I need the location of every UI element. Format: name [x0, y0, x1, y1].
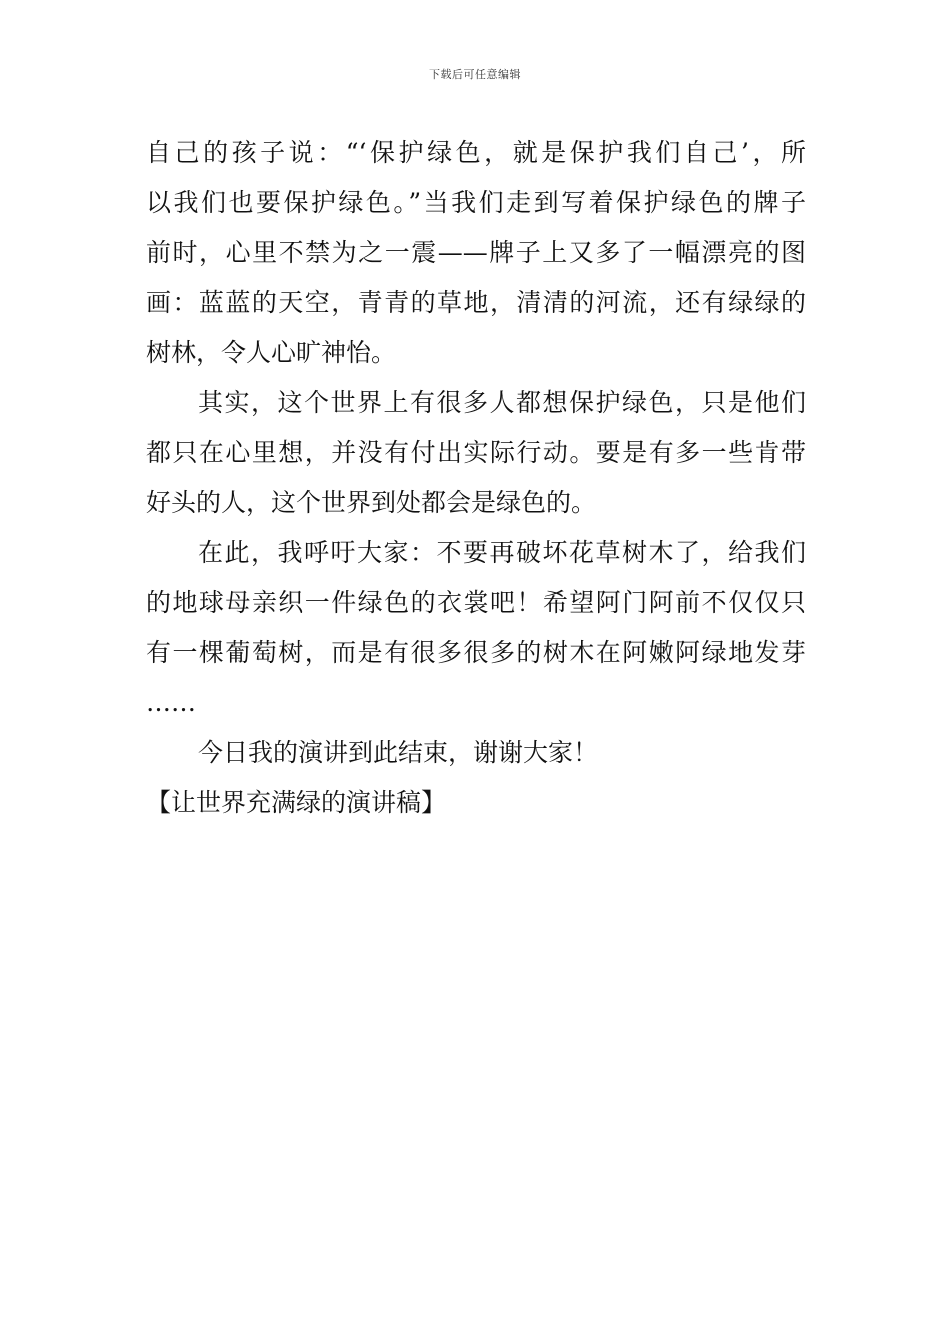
- paragraph-line: 树林，令人心旷神怡。: [146, 338, 397, 367]
- paragraph-2: [146, 378, 806, 528]
- paragraph-3: [146, 528, 806, 728]
- paragraph-line: 今日我的演讲到此结束，谢谢大家！: [198, 738, 599, 767]
- paragraph-4: [146, 728, 806, 778]
- paragraph-line: 画：蓝蓝的天空，青青的草地，清清的河流，还有绿绿的: [146, 288, 806, 317]
- paragraph-line: 其实，这个世界上有很多人都想保护绿色，只是他们: [198, 388, 806, 417]
- paragraph-line: 前时，心里不禁为之一震——牌子上又多了一幅漂亮的图: [146, 238, 806, 267]
- document-title-tag: 【让世界充满绿的演讲稿】: [146, 788, 447, 817]
- paragraph-line: 好头的人，这个世界到处都会是绿色的。: [146, 488, 597, 517]
- paragraph-line: 在此，我呼吁大家：不要再破坏花草树木了，给我们: [198, 538, 806, 567]
- paragraph-line: ……: [146, 688, 196, 717]
- paragraph-line: 以我们也要保护绿色。”当我们走到写着保护绿色的牌子: [146, 188, 806, 217]
- paragraph-1: [146, 128, 806, 378]
- paragraph-line: 有一棵葡萄树，而是有很多很多的树木在阿嫩阿绿地发芽: [146, 638, 806, 667]
- document-body: [146, 128, 806, 828]
- page-header: 下载后可任意编辑: [429, 68, 521, 81]
- paragraph-line: 都只在心里想，并没有付出实际行动。要是有多一些肯带: [146, 438, 806, 467]
- paragraph-line: 自己的孩子说：“‘保护绿色，就是保护我们自己’，所: [146, 138, 806, 167]
- paragraph-line: 的地球母亲织一件绿色的衣裳吧！希望阿门阿前不仅仅只: [146, 588, 806, 617]
